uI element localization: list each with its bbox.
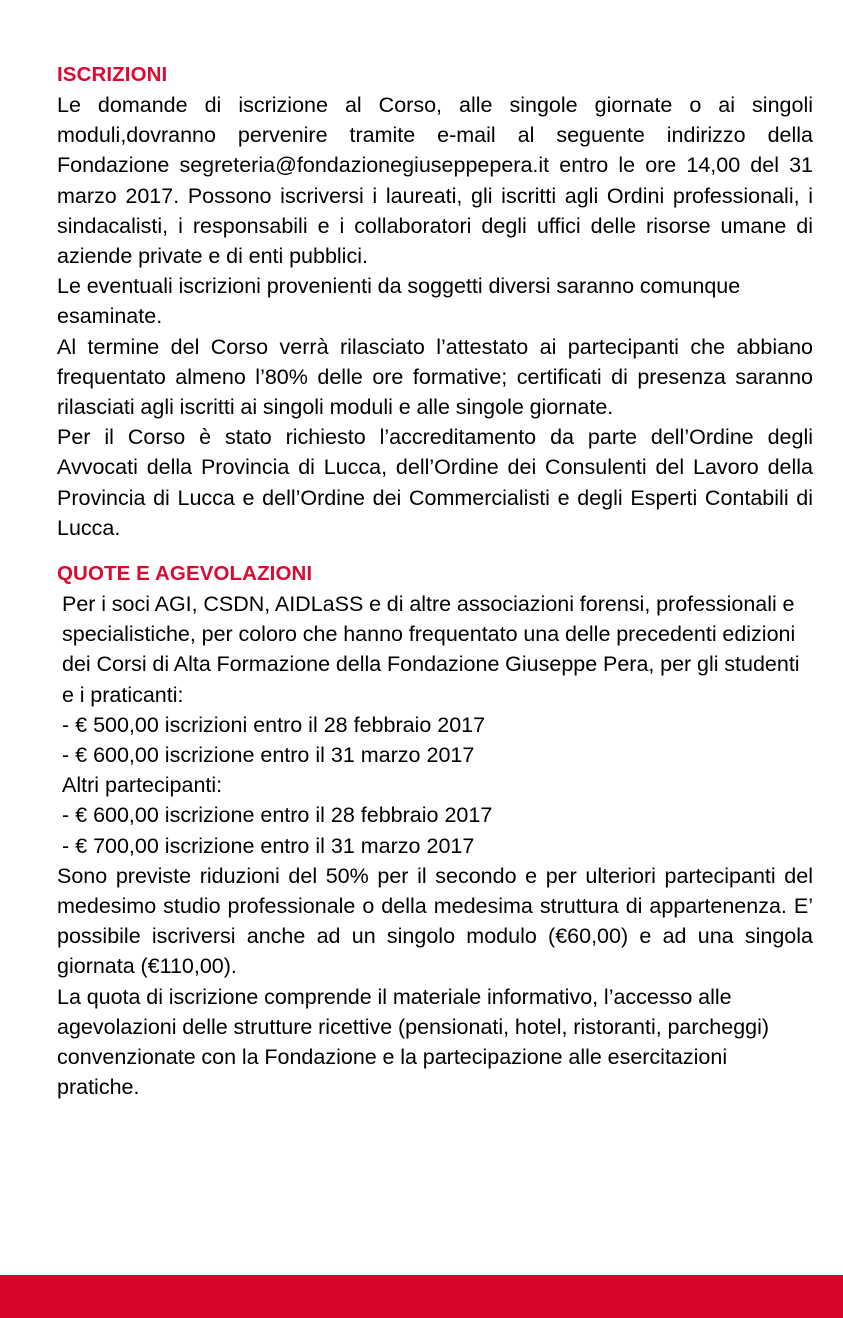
section-heading-iscrizioni: ISCRIZIONI <box>57 63 168 86</box>
paragraph-accreditamento: Per il Corso è stato richiesto l’accreditamento da parte dell’Ordine degli Avvocati della Provincia di Lucca, dell’Ordine dei Consulenti del Lavoro della Provincia di Lucca e dell’Ordine dei Commercialisti e degli Esperti Contabili di Lucca. <box>57 425 813 540</box>
paragraph-quota-comprende: La quota di iscrizione comprende il materiale informativo, l’accesso alle agevolazioni delle strutture ricettive (pensionati, hotel, ristoranti, parcheggi) convenzionate con la Fondazione e la partecipazione alle esercitazioni pratiche. <box>57 984 770 1100</box>
paragraph-riduzioni: Sono previste riduzioni del 50% per il secondo e per ulteriori partecipanti del medesimo studio professionale o della medesima struttura di appartenenza. E’ possibile iscriversi anche ad un singolo modulo (€60,00) e ad una singola giornata (€110,00). <box>57 863 813 979</box>
paragraph-domande-iscrizione: Le domande di iscrizione al Corso, alle singole giornate o ai singoli moduli,dovranno pervenire tramite e-mail al seguente indirizzo della Fondazione segreteria@fondazionegiuseppepera.it entro le ore 14,00 del 31 marzo 2017. Possono iscriversi i laureati, gli iscritti agli Ordini professionali, i sindacalisti, i responsabili e i collaboratori degli uffici delle risorse umane di aziende private e di enti pubblici. <box>57 93 813 269</box>
price-line-soci-marzo: - € 600,00 iscrizione entro il 31 marzo 2017 <box>62 743 475 768</box>
paragraph-attestato: Al termine del Corso verrà rilasciato l’attestato ai partecipanti che abbiano frequentato almeno l’80% delle ore formative; certificati di presenza saranno rilasciati agli iscritti ai singoli moduli e alle singole giornate. <box>57 334 813 420</box>
price-list-subheading-altri-partecipanti: Altri partecipanti: <box>62 773 223 798</box>
price-line-altri-marzo: - € 700,00 iscrizione entro il 31 marzo 2017 <box>62 833 475 858</box>
section-iscrizioni <box>57 62 813 543</box>
footer-red-bar <box>0 1275 843 1318</box>
price-line-soci-febbraio: - € 500,00 iscrizioni entro il 28 febbraio 2017 <box>62 712 486 737</box>
paragraph-iscrizioni-soggetti-diversi: Le eventuali iscrizioni provenienti da soggetti diversi saranno comunque esaminate. <box>57 274 741 329</box>
price-list <box>57 710 813 861</box>
document-body <box>57 62 813 1103</box>
paragraph-soci-agevolati: Per i soci AGI, CSDN, AIDLaSS e di altre associazioni forensi, professionali e specialistiche, per coloro che hanno frequentato una delle precedenti edizioni dei Corsi di Alta Formazione della Fondazione Giuseppe Pera, per gli studenti e i praticanti: <box>62 592 800 707</box>
section-quote-agevolazioni <box>57 561 813 1102</box>
price-line-altri-febbraio: - € 600,00 iscrizione entro il 28 febbraio 2017 <box>62 803 493 828</box>
section-heading-quote-agevolazioni: QUOTE E AGEVOLAZIONI <box>57 562 313 586</box>
